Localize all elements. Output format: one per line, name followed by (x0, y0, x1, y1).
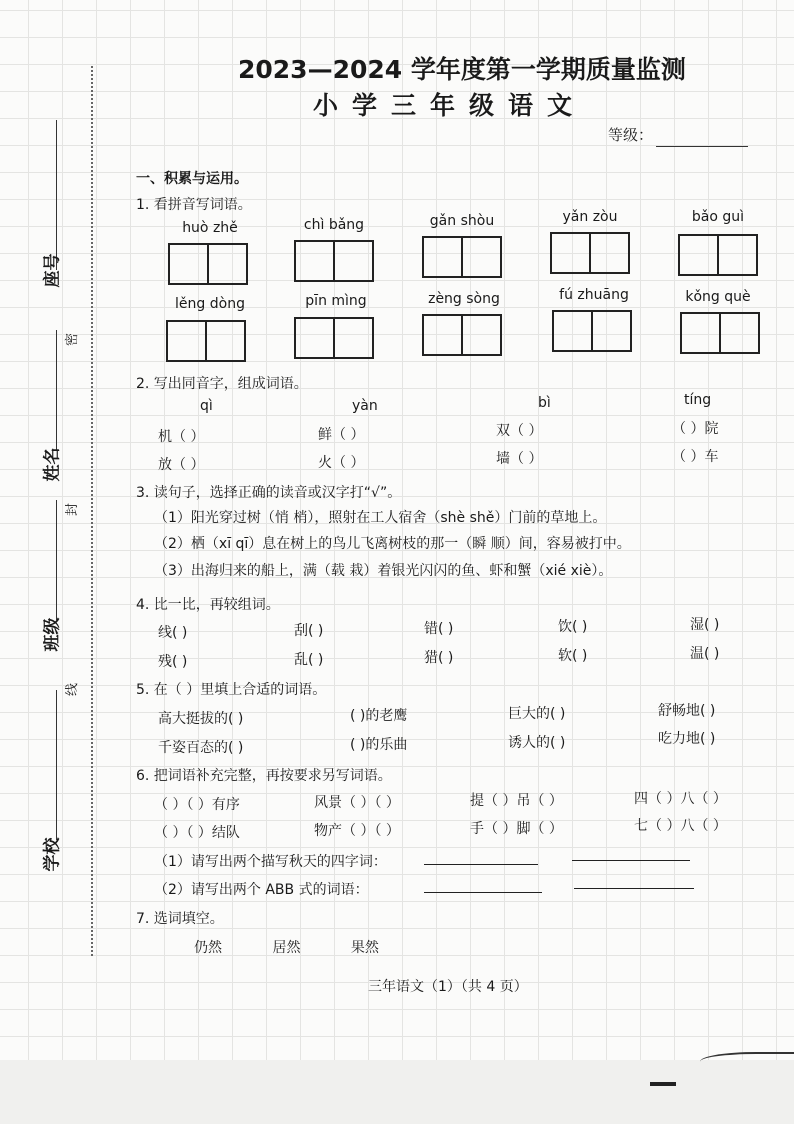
idiom-blank[interactable]: 物产（ ）（ ） (314, 823, 400, 839)
idiom-blank[interactable]: 七（ ）八（ ） (634, 818, 727, 834)
seat-blank[interactable] (56, 120, 57, 270)
pinyin-label: fú zhuāng (559, 287, 629, 303)
fill-word-blank[interactable]: ( )的乐曲 (350, 737, 408, 753)
pinyin-label: kǒng què (685, 289, 751, 305)
pinyin-label: bǎo guì (691, 209, 745, 225)
fill-word-blank[interactable]: 吃力地( ) (658, 731, 716, 747)
pinyin-label: huò zhě (182, 220, 238, 236)
compare-blank[interactable]: 线( ) (158, 625, 188, 641)
q3-prompt: 3. 读句子，选择正确的读音或汉字打“√”。 (136, 485, 402, 501)
idiom-blank[interactable]: （ ）（ ）有序 (154, 797, 240, 813)
character-box[interactable] (422, 314, 502, 356)
fill-word-blank[interactable]: 诱人的( ) (508, 735, 566, 751)
character-box[interactable] (166, 320, 246, 362)
option-word: 居然 (272, 940, 301, 956)
compare-blank[interactable]: 乱( ) (294, 652, 324, 668)
homophone-blank[interactable]: （ ）院 (672, 421, 719, 437)
exam-subject: 小学三年级语文 (313, 91, 587, 120)
q2-prompt: 2. 写出同音字，组成词语。 (136, 376, 308, 392)
word-options (194, 937, 425, 957)
homophone-blank[interactable]: 放（ ） (158, 457, 205, 473)
fill-word-blank[interactable]: 巨大的( ) (508, 706, 566, 722)
pinyin-label: lěng dòng (175, 296, 245, 312)
answer-line[interactable] (572, 860, 690, 861)
name-blank[interactable] (56, 330, 57, 450)
pinyin-label: tíng (684, 392, 712, 408)
fill-word-blank[interactable]: 舒畅地( ) (658, 703, 716, 719)
character-box[interactable] (294, 240, 374, 282)
fill-word-blank[interactable]: ( )的老鹰 (350, 708, 408, 724)
scan-dash-mark (650, 1082, 676, 1086)
seal-xian: 线 (65, 682, 81, 697)
pinyin-label: yàn (352, 398, 378, 414)
character-box[interactable] (552, 310, 632, 352)
character-box[interactable] (294, 317, 374, 359)
pinyin-label: gǎn shòu (429, 213, 495, 229)
q6-sub2: （2）请写出两个 ABB 式的词语： (154, 882, 369, 898)
pinyin-label: bì (538, 395, 551, 411)
option-word: 仍然 (194, 940, 222, 956)
grade-label: 等级： (608, 126, 654, 144)
homophone-blank[interactable]: 鲜（ ） (318, 427, 365, 443)
pinyin-label: yǎn zòu (562, 209, 618, 225)
answer-line[interactable] (574, 888, 694, 889)
idiom-blank[interactable]: 提（ ）吊（ ） (470, 793, 563, 809)
pinyin-label: chì bǎng (303, 217, 365, 233)
seat-label: 座号 (42, 253, 63, 288)
class-blank[interactable] (56, 500, 57, 620)
idiom-blank[interactable]: （ ）（ ）结队 (154, 825, 240, 841)
page-footer: 三年语文（1）（共 4 页） (368, 979, 528, 995)
character-box[interactable] (680, 312, 760, 354)
idiom-blank[interactable]: 四（ ）八（ ） (634, 791, 727, 807)
seal-mi: 密 (65, 332, 81, 347)
homophone-blank[interactable]: 墙（ ） (496, 451, 543, 467)
binding-dotted-line (91, 66, 93, 956)
school-blank[interactable] (56, 690, 57, 840)
compare-blank[interactable]: 错( ) (424, 621, 454, 637)
compare-blank[interactable]: 湿( ) (690, 617, 720, 633)
compare-blank[interactable]: 饮( ) (558, 619, 588, 635)
pinyin-label: zèng sòng (428, 291, 500, 307)
fill-word-blank[interactable]: 千姿百态的( ) (158, 740, 244, 756)
q3-sentence[interactable]: （1）阳光穿过树（悄 梢），照射在工人宿舍（shè shě）门前的草地上。 (154, 510, 607, 526)
character-box[interactable] (678, 234, 758, 276)
exam-title: 2023—2024 学年度第一学期质量监测 (238, 55, 686, 84)
page-curl-mark (700, 1052, 794, 1068)
q7-prompt: 7. 选词填空。 (136, 911, 224, 927)
section-heading: 一、积累与运用。 (136, 171, 248, 187)
pinyin-label: pīn mìng (305, 293, 367, 309)
homophone-blank[interactable]: 火（ ） (318, 455, 365, 471)
compare-blank[interactable]: 软( ) (558, 648, 588, 664)
homophone-blank[interactable]: 双（ ） (496, 423, 543, 439)
homophone-blank[interactable]: 机（ ） (158, 429, 205, 445)
q4-prompt: 4. 比一比，再较组词。 (136, 597, 280, 613)
compare-blank[interactable]: 刮( ) (294, 623, 324, 639)
q6-sub1: （1）请写出两个描写秋天的四字词： (154, 854, 387, 870)
q3-sentence[interactable]: （3）出海归来的船上，满（载 栽）着银光闪闪的鱼、虾和蟹（xié xiè）。 (154, 563, 613, 579)
pinyin-label: qì (200, 398, 213, 414)
compare-blank[interactable]: 残( ) (158, 654, 188, 670)
scan-margin (0, 1060, 794, 1124)
compare-blank[interactable]: 猎( ) (424, 650, 454, 666)
idiom-blank[interactable]: 手（ ）脚（ ） (470, 821, 563, 837)
character-box[interactable] (550, 232, 630, 274)
class-label: 班级 (42, 617, 63, 652)
q5-prompt: 5. 在（ ）里填上合适的词语。 (136, 682, 327, 698)
answer-line[interactable] (424, 892, 542, 893)
grade-blank[interactable] (656, 146, 748, 147)
q1-prompt: 1. 看拼音写词语。 (136, 197, 252, 213)
fill-word-blank[interactable]: 高大挺拔的( ) (158, 711, 244, 727)
option-word: 果然 (350, 940, 379, 956)
homophone-blank[interactable]: （ ）车 (672, 449, 719, 465)
q3-sentence[interactable]: （2）栖（xī qī）息在树上的鸟儿飞离树枝的那一（瞬 顺）间，容易被打中。 (154, 536, 631, 552)
character-box[interactable] (168, 243, 248, 285)
character-box[interactable] (422, 236, 502, 278)
idiom-blank[interactable]: 风景（ ）（ ） (314, 795, 400, 811)
compare-blank[interactable]: 温( ) (690, 646, 720, 662)
school-label: 学校 (42, 837, 63, 872)
seal-feng: 封 (65, 502, 81, 517)
q6-prompt: 6. 把词语补充完整，再按要求另写词语。 (136, 768, 392, 784)
name-label: 姓名 (42, 447, 63, 482)
answer-line[interactable] (424, 864, 538, 865)
